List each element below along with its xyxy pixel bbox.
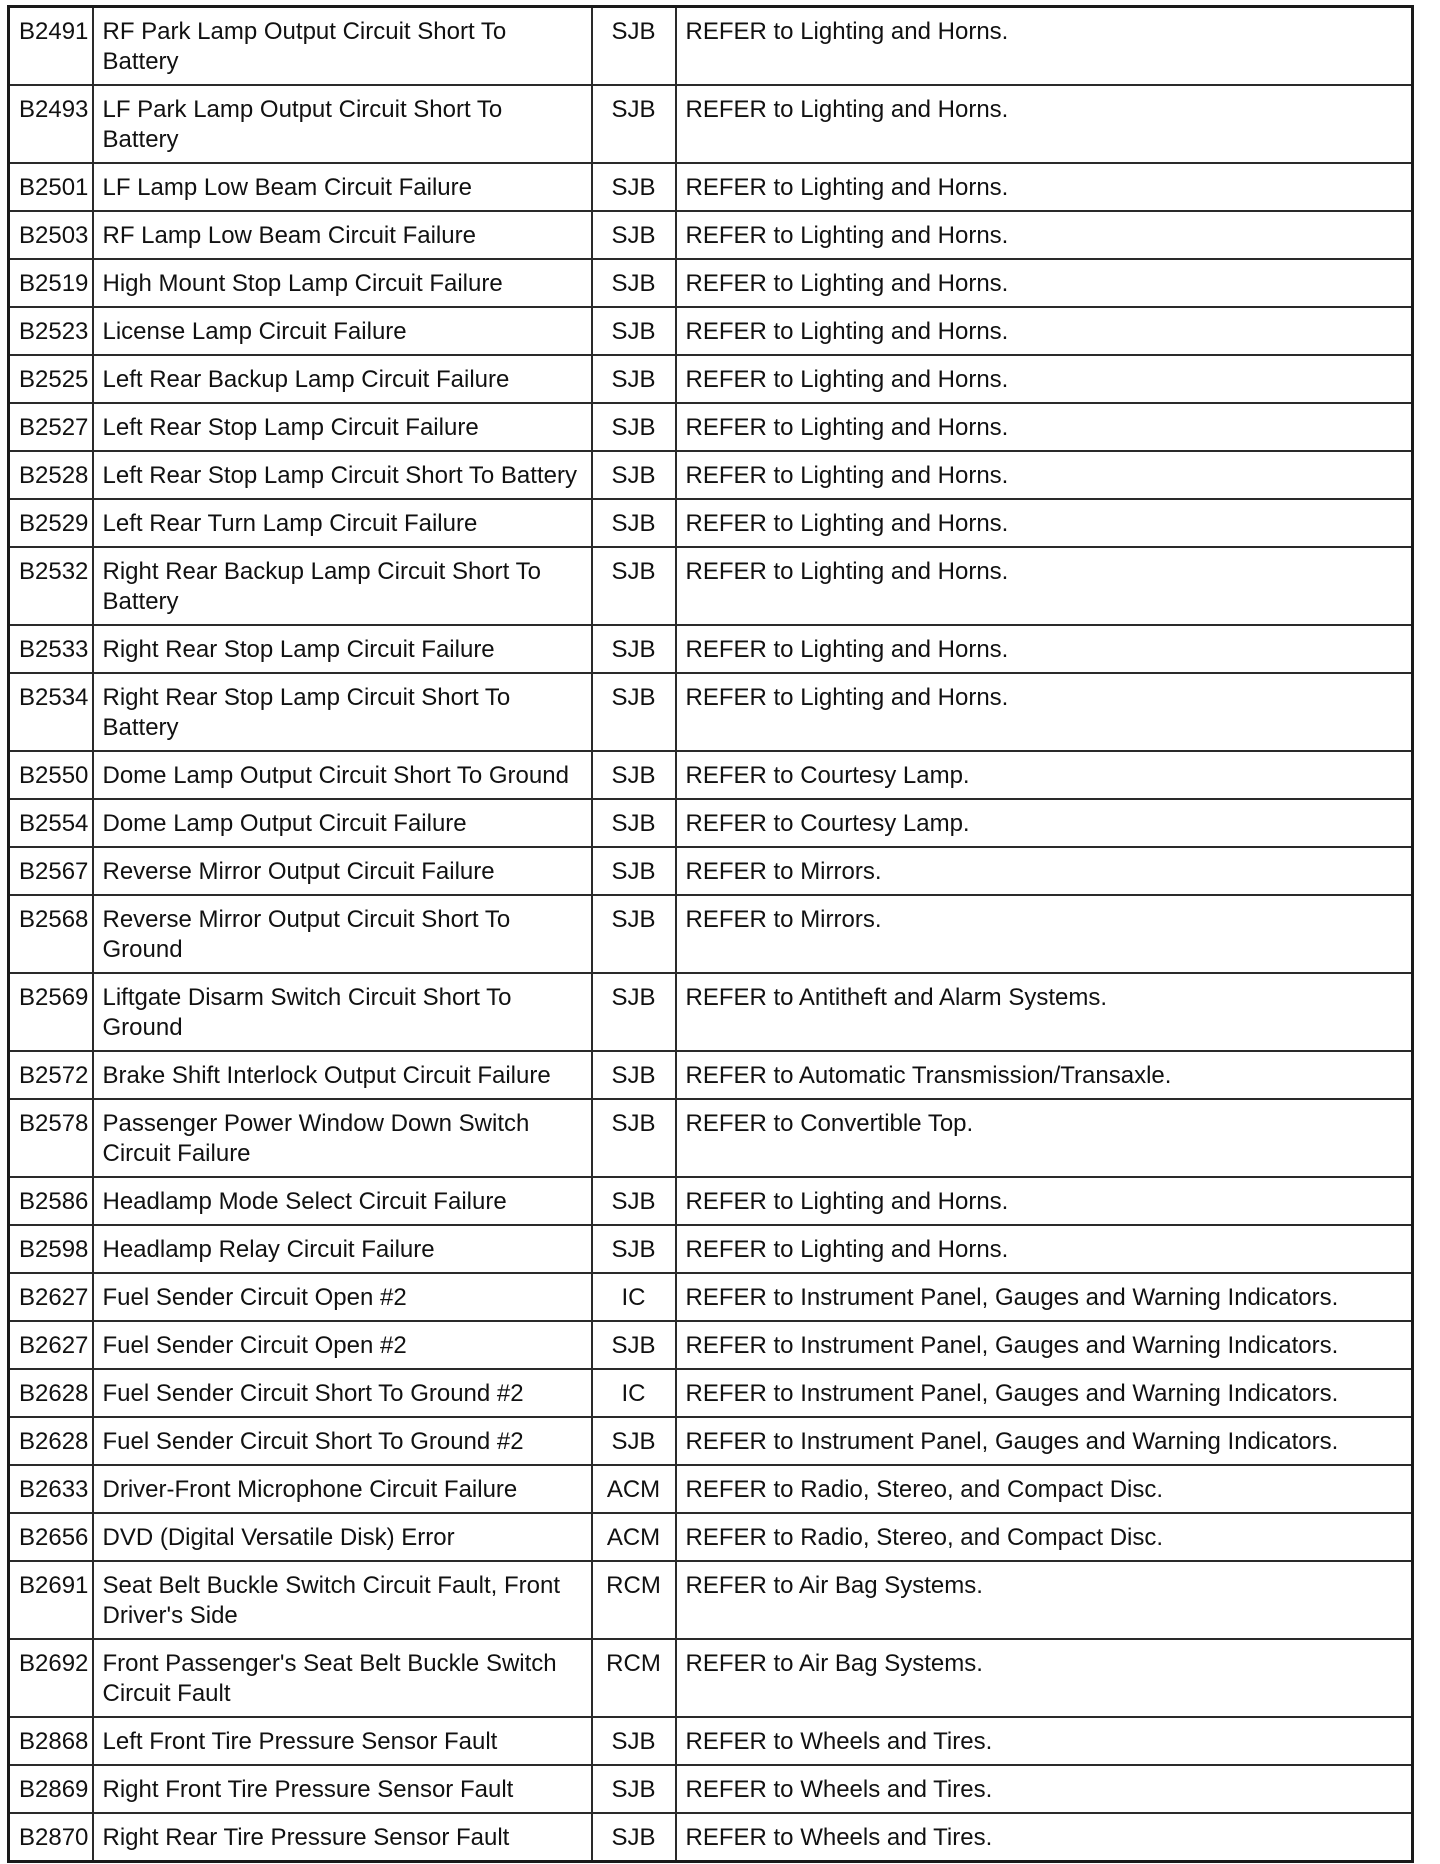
dtc-module-cell [592, 163, 676, 211]
dtc-code: B2528 [19, 462, 89, 489]
table-row [9, 1639, 1413, 1717]
dtc-table-body [9, 7, 1413, 1862]
dtc-module-cell [592, 895, 676, 973]
dtc-module: SJB [611, 1188, 656, 1215]
dtc-code-cell [9, 1177, 93, 1225]
dtc-description-cell [93, 1513, 592, 1561]
dtc-code: B2691 [19, 1572, 89, 1599]
table-row [9, 973, 1413, 1051]
table-row [9, 751, 1413, 799]
dtc-description: Left Front Tire Pressure Sensor Fault [102, 1728, 498, 1755]
dtc-code-cell [9, 1513, 93, 1561]
dtc-description: License Lamp Circuit Failure [102, 318, 407, 345]
dtc-module: SJB [611, 906, 656, 933]
dtc-module-cell [592, 1099, 676, 1177]
dtc-description: Right Rear Tire Pressure Sensor Fault [102, 1824, 510, 1851]
table-row [9, 1465, 1413, 1513]
dtc-module: SJB [611, 858, 656, 885]
dtc-module: SJB [611, 1776, 656, 1803]
dtc-description-cell [93, 1417, 592, 1465]
dtc-description-cell [93, 895, 592, 973]
dtc-description-cell [93, 751, 592, 799]
dtc-module-cell [592, 499, 676, 547]
dtc-description: Liftgate Disarm Switch Circuit Short To Ground [102, 984, 512, 1041]
dtc-code: B2501 [19, 174, 89, 201]
dtc-module: SJB [611, 558, 656, 585]
dtc-code-cell [9, 1639, 93, 1717]
dtc-description-cell [93, 1639, 592, 1717]
dtc-module: SJB [611, 684, 656, 711]
dtc-module: SJB [611, 762, 656, 789]
dtc-action-cell [676, 1369, 1413, 1417]
dtc-module-cell [592, 1765, 676, 1813]
dtc-description-cell [93, 85, 592, 163]
dtc-module: SJB [611, 174, 656, 201]
dtc-action: REFER to Wheels and Tires. [685, 1728, 993, 1755]
dtc-module-cell [592, 1639, 676, 1717]
dtc-module-cell [592, 625, 676, 673]
dtc-code-cell [9, 895, 93, 973]
dtc-action: REFER to Lighting and Horns. [685, 636, 1009, 663]
dtc-code-cell [9, 1813, 93, 1862]
dtc-code: B2869 [19, 1776, 89, 1803]
dtc-code: B2525 [19, 366, 89, 393]
dtc-action-cell [676, 451, 1413, 499]
dtc-action: REFER to Lighting and Horns. [685, 222, 1009, 249]
dtc-module-cell [592, 1321, 676, 1369]
dtc-code-cell [9, 973, 93, 1051]
dtc-action-cell [676, 1465, 1413, 1513]
dtc-module: SJB [611, 462, 656, 489]
dtc-description: Passenger Power Window Down Switch Circuit Failure [102, 1110, 530, 1167]
dtc-module-cell [592, 1225, 676, 1273]
dtc-module-cell [592, 1051, 676, 1099]
table-row [9, 547, 1413, 625]
dtc-action-cell [676, 163, 1413, 211]
table-row [9, 451, 1413, 499]
table-row [9, 307, 1413, 355]
dtc-action-cell [676, 1813, 1413, 1862]
dtc-action: REFER to Lighting and Horns. [685, 414, 1009, 441]
table-row [9, 673, 1413, 751]
dtc-description: LF Lamp Low Beam Circuit Failure [102, 174, 472, 201]
dtc-action-cell [676, 355, 1413, 403]
dtc-description-cell [93, 1465, 592, 1513]
dtc-module: SJB [611, 414, 656, 441]
dtc-module: SJB [611, 1428, 656, 1455]
dtc-code: B2627 [19, 1284, 89, 1311]
dtc-code-cell [9, 499, 93, 547]
dtc-description: Left Rear Stop Lamp Circuit Failure [102, 414, 479, 441]
dtc-description-cell [93, 547, 592, 625]
dtc-description-cell [93, 163, 592, 211]
dtc-module-cell [592, 307, 676, 355]
dtc-code: B2554 [19, 810, 89, 837]
dtc-action: REFER to Lighting and Horns. [685, 96, 1009, 123]
dtc-code-cell [9, 751, 93, 799]
dtc-description-cell [93, 1717, 592, 1765]
dtc-description: Fuel Sender Circuit Open #2 [102, 1332, 407, 1359]
dtc-description: Right Rear Stop Lamp Circuit Failure [102, 636, 495, 663]
dtc-module: SJB [611, 366, 656, 393]
dtc-code: B2491 [19, 18, 89, 45]
dtc-action: REFER to Lighting and Horns. [685, 174, 1009, 201]
dtc-action-cell [676, 973, 1413, 1051]
dtc-module-cell [592, 85, 676, 163]
dtc-action-cell [676, 1321, 1413, 1369]
dtc-code: B2627 [19, 1332, 89, 1359]
dtc-description-cell [93, 847, 592, 895]
dtc-action-cell [676, 1225, 1413, 1273]
dtc-description-cell [93, 403, 592, 451]
dtc-action: REFER to Antitheft and Alarm Systems. [685, 984, 1107, 1011]
dtc-module-cell [592, 7, 676, 86]
dtc-description-cell [93, 973, 592, 1051]
dtc-description: Fuel Sender Circuit Short To Ground #2 [102, 1428, 524, 1455]
dtc-module: SJB [611, 1728, 656, 1755]
dtc-code: B2586 [19, 1188, 89, 1215]
table-row [9, 895, 1413, 973]
dtc-module: SJB [611, 510, 656, 537]
dtc-module: SJB [611, 636, 656, 663]
dtc-module-cell [592, 1813, 676, 1862]
table-row [9, 259, 1413, 307]
table-row [9, 1561, 1413, 1639]
dtc-action: REFER to Lighting and Horns. [685, 270, 1009, 297]
dtc-action: REFER to Lighting and Horns. [685, 366, 1009, 393]
dtc-code: B2519 [19, 270, 89, 297]
table-row [9, 1099, 1413, 1177]
dtc-description: Reverse Mirror Output Circuit Short To Ground [102, 906, 511, 963]
table-row [9, 1717, 1413, 1765]
dtc-code-cell [9, 673, 93, 751]
dtc-action: REFER to Courtesy Lamp. [685, 762, 970, 789]
dtc-action-cell [676, 1765, 1413, 1813]
dtc-action: REFER to Lighting and Horns. [685, 558, 1009, 585]
dtc-code-cell [9, 1099, 93, 1177]
dtc-code-cell [9, 847, 93, 895]
dtc-action: REFER to Convertible Top. [685, 1110, 974, 1137]
dtc-action: REFER to Wheels and Tires. [685, 1824, 993, 1851]
dtc-code-cell [9, 451, 93, 499]
dtc-description-cell [93, 499, 592, 547]
dtc-description-cell [93, 1369, 592, 1417]
dtc-action: REFER to Automatic Transmission/Transaxle. [685, 1062, 1172, 1089]
dtc-action: REFER to Instrument Panel, Gauges and Warning Indicators. [685, 1380, 1339, 1407]
dtc-action-cell [676, 625, 1413, 673]
dtc-module-cell [592, 1417, 676, 1465]
dtc-module-cell [592, 1513, 676, 1561]
table-row [9, 1765, 1413, 1813]
dtc-code-cell [9, 7, 93, 86]
dtc-module: SJB [611, 1236, 656, 1263]
dtc-action-cell [676, 1177, 1413, 1225]
dtc-code-cell [9, 1225, 93, 1273]
dtc-action-cell [676, 85, 1413, 163]
dtc-description: LF Park Lamp Output Circuit Short To Battery [102, 96, 503, 153]
dtc-description: Right Rear Stop Lamp Circuit Short To Battery [102, 684, 511, 741]
dtc-code-cell [9, 1321, 93, 1369]
dtc-code-cell [9, 799, 93, 847]
dtc-description-cell [93, 799, 592, 847]
dtc-code-cell [9, 211, 93, 259]
dtc-code-cell [9, 85, 93, 163]
dtc-description-cell [93, 259, 592, 307]
dtc-module-cell [592, 799, 676, 847]
table-row [9, 403, 1413, 451]
dtc-description-cell [93, 211, 592, 259]
dtc-module: RCM [606, 1650, 661, 1677]
dtc-action: REFER to Lighting and Horns. [685, 684, 1009, 711]
dtc-description: High Mount Stop Lamp Circuit Failure [102, 270, 503, 297]
dtc-module-cell [592, 1717, 676, 1765]
dtc-description: Headlamp Mode Select Circuit Failure [102, 1188, 507, 1215]
dtc-module: RCM [606, 1572, 661, 1599]
dtc-code: B2567 [19, 858, 89, 885]
dtc-code-cell [9, 355, 93, 403]
dtc-code: B2868 [19, 1728, 89, 1755]
dtc-module: IC [621, 1284, 646, 1311]
dtc-action: REFER to Courtesy Lamp. [685, 810, 970, 837]
dtc-action-cell [676, 499, 1413, 547]
dtc-description: Left Rear Stop Lamp Circuit Short To Battery [102, 462, 577, 489]
dtc-description-cell [93, 1225, 592, 1273]
dtc-code-cell [9, 1417, 93, 1465]
dtc-description: Right Rear Backup Lamp Circuit Short To Battery [102, 558, 541, 615]
dtc-description: Left Rear Backup Lamp Circuit Failure [102, 366, 510, 393]
dtc-description: Seat Belt Buckle Switch Circuit Fault, Front Driver's Side [102, 1572, 560, 1629]
dtc-action: REFER to Air Bag Systems. [685, 1572, 983, 1599]
dtc-action: REFER to Instrument Panel, Gauges and Warning Indicators. [685, 1428, 1339, 1455]
dtc-description-cell [93, 7, 592, 86]
dtc-code-cell [9, 1561, 93, 1639]
dtc-module: SJB [611, 1824, 656, 1851]
dtc-module: SJB [611, 18, 656, 45]
table-row [9, 1369, 1413, 1417]
dtc-code: B2578 [19, 1110, 89, 1137]
dtc-code-cell [9, 625, 93, 673]
dtc-action-cell [676, 1417, 1413, 1465]
dtc-code: B2532 [19, 558, 89, 585]
table-row [9, 163, 1413, 211]
dtc-module-cell [592, 259, 676, 307]
dtc-code: B2523 [19, 318, 89, 345]
dtc-code: B2656 [19, 1524, 89, 1551]
dtc-description: Front Passenger's Seat Belt Buckle Switch Circuit Fault [102, 1650, 557, 1707]
dtc-action: REFER to Lighting and Horns. [685, 1236, 1009, 1263]
table-row [9, 1321, 1413, 1369]
dtc-description: Fuel Sender Circuit Short To Ground #2 [102, 1380, 524, 1407]
dtc-action-cell [676, 1513, 1413, 1561]
dtc-description-cell [93, 355, 592, 403]
dtc-module: SJB [611, 810, 656, 837]
dtc-code-cell [9, 1465, 93, 1513]
table-row [9, 625, 1413, 673]
dtc-code-cell [9, 1051, 93, 1099]
table-row [9, 1513, 1413, 1561]
dtc-description-cell [93, 1099, 592, 1177]
dtc-action: REFER to Instrument Panel, Gauges and Warning Indicators. [685, 1284, 1339, 1311]
dtc-code: B2527 [19, 414, 89, 441]
dtc-action-cell [676, 751, 1413, 799]
dtc-code: B2628 [19, 1380, 89, 1407]
dtc-module-cell [592, 1561, 676, 1639]
dtc-module-cell [592, 547, 676, 625]
dtc-description-cell [93, 673, 592, 751]
dtc-action: REFER to Lighting and Horns. [685, 1188, 1009, 1215]
dtc-code-cell [9, 163, 93, 211]
dtc-description-cell [93, 625, 592, 673]
dtc-table [7, 5, 1414, 1863]
dtc-description: Driver-Front Microphone Circuit Failure [102, 1476, 518, 1503]
dtc-action-cell [676, 403, 1413, 451]
dtc-action-cell [676, 799, 1413, 847]
dtc-action: REFER to Air Bag Systems. [685, 1650, 983, 1677]
table-row [9, 211, 1413, 259]
dtc-code-cell [9, 1273, 93, 1321]
dtc-code-cell [9, 1717, 93, 1765]
table-row [9, 1225, 1413, 1273]
dtc-code: B2572 [19, 1062, 89, 1089]
table-row [9, 799, 1413, 847]
dtc-description: RF Lamp Low Beam Circuit Failure [102, 222, 476, 249]
table-row [9, 85, 1413, 163]
dtc-description-cell [93, 451, 592, 499]
dtc-description-cell [93, 307, 592, 355]
dtc-code: B2550 [19, 762, 89, 789]
table-row [9, 847, 1413, 895]
dtc-description-cell [93, 1321, 592, 1369]
dtc-description-cell [93, 1177, 592, 1225]
dtc-action-cell [676, 7, 1413, 86]
dtc-action-cell [676, 1639, 1413, 1717]
dtc-module: IC [621, 1380, 646, 1407]
dtc-module: SJB [611, 96, 656, 123]
dtc-action-cell [676, 847, 1413, 895]
dtc-code: B2569 [19, 984, 89, 1011]
dtc-module-cell [592, 1177, 676, 1225]
dtc-description: Right Front Tire Pressure Sensor Fault [102, 1776, 514, 1803]
dtc-module: SJB [611, 270, 656, 297]
dtc-module-cell [592, 847, 676, 895]
dtc-module-cell [592, 751, 676, 799]
dtc-code: B2598 [19, 1236, 89, 1263]
dtc-action: REFER to Lighting and Horns. [685, 18, 1009, 45]
table-row [9, 1417, 1413, 1465]
dtc-module-cell [592, 1369, 676, 1417]
table-row [9, 355, 1413, 403]
table-row [9, 7, 1413, 86]
dtc-module: ACM [606, 1476, 661, 1503]
dtc-code: B2533 [19, 636, 89, 663]
dtc-code: B2633 [19, 1476, 89, 1503]
table-row [9, 499, 1413, 547]
dtc-action: REFER to Lighting and Horns. [685, 462, 1009, 489]
dtc-module: SJB [611, 318, 656, 345]
dtc-action-cell [676, 1561, 1413, 1639]
table-row [9, 1273, 1413, 1321]
dtc-code-cell [9, 307, 93, 355]
dtc-code: B2870 [19, 1824, 89, 1851]
table-row [9, 1177, 1413, 1225]
dtc-code: B2529 [19, 510, 89, 537]
dtc-description-cell [93, 1765, 592, 1813]
dtc-code-cell [9, 547, 93, 625]
dtc-description-cell [93, 1561, 592, 1639]
dtc-module-cell [592, 403, 676, 451]
dtc-module: SJB [611, 1332, 656, 1359]
dtc-code: B2568 [19, 906, 89, 933]
dtc-description-cell [93, 1813, 592, 1862]
dtc-description: Left Rear Turn Lamp Circuit Failure [102, 510, 478, 537]
dtc-code-cell [9, 1765, 93, 1813]
dtc-module-cell [592, 1273, 676, 1321]
dtc-module: ACM [606, 1524, 661, 1551]
dtc-action: REFER to Radio, Stereo, and Compact Disc. [685, 1524, 1164, 1551]
dtc-description: DVD (Digital Versatile Disk) Error [102, 1524, 455, 1551]
dtc-module-cell [592, 673, 676, 751]
dtc-description: Dome Lamp Output Circuit Failure [102, 810, 467, 837]
dtc-action-cell [676, 1273, 1413, 1321]
dtc-action-cell [676, 673, 1413, 751]
dtc-action: REFER to Radio, Stereo, and Compact Disc. [685, 1476, 1164, 1503]
dtc-module: SJB [611, 1110, 656, 1137]
dtc-description: Reverse Mirror Output Circuit Failure [102, 858, 495, 885]
dtc-code-cell [9, 1369, 93, 1417]
dtc-module: SJB [611, 222, 656, 249]
dtc-action-cell [676, 307, 1413, 355]
dtc-action-cell [676, 259, 1413, 307]
dtc-code: B2628 [19, 1428, 89, 1455]
dtc-action: REFER to Mirrors. [685, 858, 882, 885]
dtc-action-cell [676, 547, 1413, 625]
dtc-description: Dome Lamp Output Circuit Short To Ground [102, 762, 569, 789]
dtc-module: SJB [611, 1062, 656, 1089]
dtc-action: REFER to Lighting and Horns. [685, 318, 1009, 345]
dtc-code: B2534 [19, 684, 89, 711]
table-row [9, 1051, 1413, 1099]
dtc-code: B2692 [19, 1650, 89, 1677]
dtc-module-cell [592, 355, 676, 403]
dtc-action-cell [676, 211, 1413, 259]
dtc-code-cell [9, 259, 93, 307]
dtc-module-cell [592, 211, 676, 259]
dtc-action: REFER to Instrument Panel, Gauges and Warning Indicators. [685, 1332, 1339, 1359]
dtc-module: SJB [611, 984, 656, 1011]
dtc-code: B2493 [19, 96, 89, 123]
dtc-description: RF Park Lamp Output Circuit Short To Battery [102, 18, 507, 75]
dtc-description: Brake Shift Interlock Output Circuit Failure [102, 1062, 551, 1089]
dtc-action-cell [676, 1051, 1413, 1099]
dtc-action-cell [676, 895, 1413, 973]
dtc-description: Fuel Sender Circuit Open #2 [102, 1284, 407, 1311]
table-row [9, 1813, 1413, 1862]
dtc-code: B2503 [19, 222, 89, 249]
dtc-action-cell [676, 1717, 1413, 1765]
dtc-action: REFER to Lighting and Horns. [685, 510, 1009, 537]
dtc-code-cell [9, 403, 93, 451]
dtc-description-cell [93, 1051, 592, 1099]
dtc-action: REFER to Mirrors. [685, 906, 882, 933]
dtc-action-cell [676, 1099, 1413, 1177]
dtc-description-cell [93, 1273, 592, 1321]
dtc-description: Headlamp Relay Circuit Failure [102, 1236, 435, 1263]
dtc-action: REFER to Wheels and Tires. [685, 1776, 993, 1803]
dtc-module-cell [592, 973, 676, 1051]
dtc-module-cell [592, 1465, 676, 1513]
dtc-module-cell [592, 451, 676, 499]
